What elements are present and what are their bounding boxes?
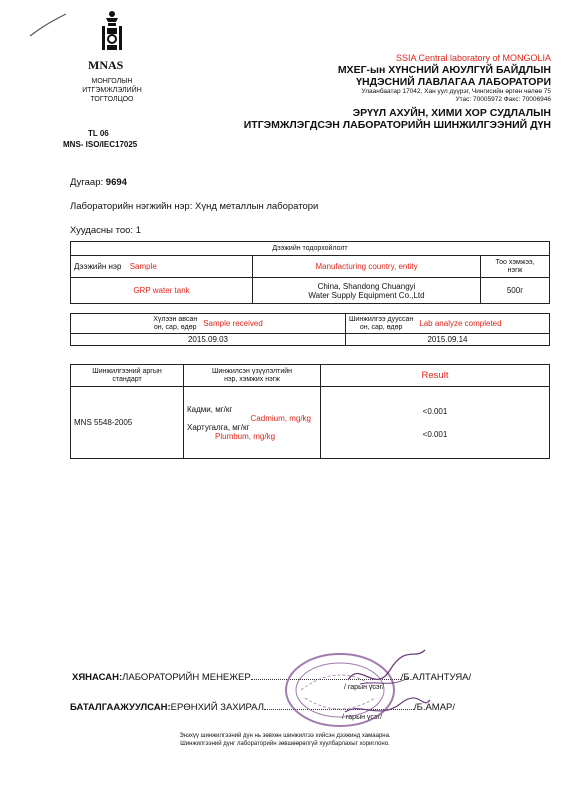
label-en: Lab analyze completed bbox=[419, 319, 502, 328]
date-table bbox=[70, 313, 550, 346]
col-parameter bbox=[184, 365, 321, 387]
label: Шинжилгээний аргын bbox=[92, 367, 162, 375]
lab-unit bbox=[70, 201, 318, 212]
sample-table bbox=[70, 241, 550, 304]
label: он, сар, өдөр bbox=[153, 323, 197, 331]
parameter-row bbox=[187, 405, 317, 423]
value: 1 bbox=[135, 225, 141, 236]
label-en: Sample bbox=[129, 262, 157, 271]
title-line: ИТГЭМЖЛЭГДСЭН ЛАБОРАТОРИЙН ШИНЖИЛГЭЭНИЙ ДҮН bbox=[243, 119, 551, 131]
value: China, Shandong Chuangyi bbox=[317, 281, 416, 291]
phone-line: Утас: 70005972 Факс: 70006946 bbox=[455, 96, 551, 103]
page-count bbox=[70, 225, 141, 236]
label-en: Sample received bbox=[203, 319, 263, 328]
label: Шинжилсэн үзүүлэлтийн bbox=[211, 367, 293, 375]
org-line: МОНГОЛЫН bbox=[91, 78, 133, 85]
tl-code: TL 06 bbox=[88, 129, 109, 138]
label: Дугаар: bbox=[70, 177, 104, 188]
result-value: <0.001 bbox=[422, 429, 448, 439]
handwritten-signature bbox=[330, 640, 440, 730]
result-value: <0.001 bbox=[422, 406, 448, 416]
label: Дээжийн нэр bbox=[74, 262, 122, 271]
parameter-row bbox=[187, 423, 317, 441]
label: ХЯНАСАН: bbox=[72, 672, 123, 683]
col-origin: Manufacturing country, entity bbox=[253, 256, 481, 278]
role: ЛАБОРАТОРИЙН МЕНЕЖЕР bbox=[122, 672, 251, 683]
label: он, сар, өдөр bbox=[359, 323, 403, 331]
address-line: Улаанбаатар 17042, Хан уул дүүрэг, Чингисийн өргөн чөлөө 75 bbox=[361, 88, 551, 95]
parameter-name: Хартугалга, мг/кг bbox=[187, 422, 250, 432]
origin bbox=[253, 278, 481, 304]
label bbox=[349, 316, 413, 332]
completed-date: 2015.09.14 bbox=[346, 334, 550, 346]
signature-caption: / гарын үсэг/ bbox=[342, 714, 383, 721]
section-header: Дээжийн тодорхойлолт bbox=[71, 242, 550, 256]
title-line: ЭРҮҮЛ АХУЙН, ХИМИ ХОР СУДЛАЛЫН bbox=[352, 107, 551, 119]
col-completed bbox=[346, 314, 550, 334]
label: Тоо хэмжээ, bbox=[495, 258, 535, 266]
label: Хүлээн авсан bbox=[153, 315, 198, 323]
name: /Б.АЛТАНТУЯА/ bbox=[400, 672, 472, 683]
title-line: ҮНДЭСНИЙ ЛАВЛАГАА ЛАБОРАТОРИ bbox=[356, 76, 551, 88]
parameters-cell bbox=[184, 387, 321, 459]
received-date: 2015.09.03 bbox=[71, 334, 346, 346]
col-result: Result bbox=[321, 365, 550, 387]
disclaimer-line: Шинжилгээний дүнг лабораторийн зөвшөөрөлгүй хуулбарлахыг хориглоно. bbox=[180, 741, 390, 747]
english-title: SSIA Central laboratory of MONGOLIA bbox=[395, 53, 551, 63]
results-cell bbox=[321, 387, 550, 459]
lab-header bbox=[171, 52, 551, 131]
parameter-name-en: Plumbum, mg/kg bbox=[215, 431, 276, 441]
name: /Б.АМАР/ bbox=[413, 702, 456, 713]
label: нэр, хэмжих нэгж bbox=[224, 375, 280, 383]
mongolia-emblem-icon bbox=[92, 8, 132, 54]
org-name bbox=[70, 77, 154, 104]
logo-text: MNAS bbox=[88, 58, 124, 72]
label: Шинжилгээ дууссан bbox=[349, 315, 414, 323]
iso-code: MNS- ISO/IEC17025 bbox=[63, 140, 138, 149]
value: Хүнд металлын лаборатори bbox=[194, 201, 319, 212]
method-standard: MNS 5548-2005 bbox=[71, 387, 184, 459]
result-table bbox=[70, 364, 550, 459]
label bbox=[153, 316, 197, 332]
col-received bbox=[71, 314, 346, 334]
signature-caption: / гарын үсэг/ bbox=[344, 684, 385, 691]
label: стандарт bbox=[112, 375, 142, 383]
label: Лабораторийн нэгжийн нэр: bbox=[70, 201, 193, 212]
label: БАТАЛГААЖУУЛСАН: bbox=[70, 702, 171, 713]
sample-name: GRP water tank bbox=[71, 278, 253, 304]
col-method bbox=[71, 365, 184, 387]
handwriting-mark bbox=[28, 12, 68, 42]
quantity: 500г bbox=[481, 278, 550, 304]
value: 9694 bbox=[105, 177, 127, 188]
parameter-name: Кадми, мг/кг bbox=[187, 404, 233, 414]
title-line: МХЕГ-ын ХҮНСНИЙ АЮУЛГҮЙ БАЙДЛЫН bbox=[337, 64, 551, 76]
org-line: ТОГТОЛЦОО bbox=[90, 96, 134, 103]
parameter-name-en: Cadmium, mg/kg bbox=[250, 413, 311, 423]
document-number bbox=[70, 177, 127, 188]
role: ЕРӨНХИЙ ЗАХИРАЛ bbox=[170, 702, 264, 713]
disclaimer bbox=[120, 732, 450, 748]
disclaimer-line: Энэхүү шинжилгээний дүн нь зөвхөн шинжилгээ хийсэн дээжинд хамаарна. bbox=[179, 733, 391, 739]
org-line: ИТГЭМЖЛЭЛИЙН bbox=[82, 87, 142, 94]
value: Water Supply Equipment Co.,Ltd bbox=[308, 290, 425, 300]
col-sample-name bbox=[71, 256, 253, 278]
col-quantity bbox=[481, 256, 550, 278]
label: нэгж bbox=[507, 266, 523, 274]
label: Хуудасны тоо: bbox=[70, 225, 134, 236]
